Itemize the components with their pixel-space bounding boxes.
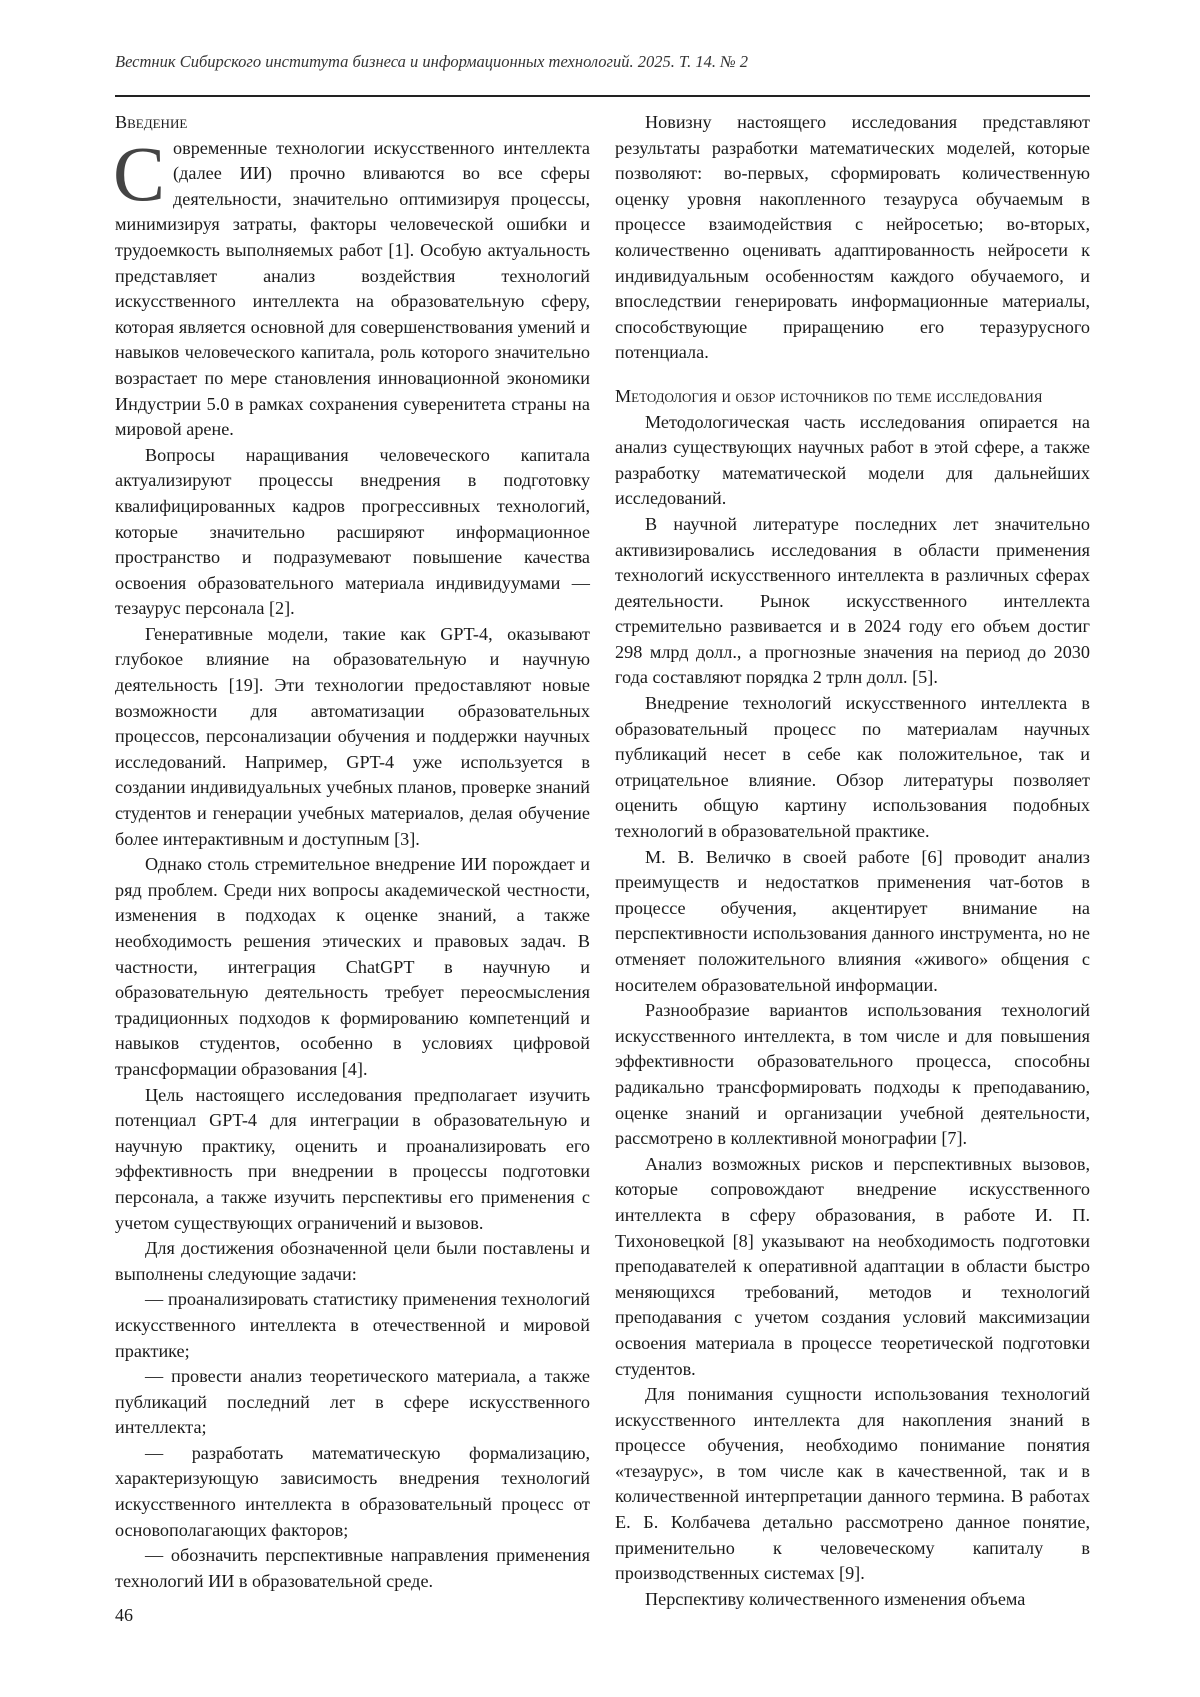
paragraph: Внедрение технологий искусственного интеллекта в образовательный процесс по материалам научных публикаций несет в себе как положительное, так и отрицательное влияние. Обзор литературы позволяет оценить общую картину использования подобных технологий в образовательной практике. (615, 693, 1090, 842)
paragraph-text: овременные технологии искусственного интеллекта (далее ИИ) прочно вливаются во все сферы деятельности, значительно оптимизируя процессы, минимизируя затраты, факторы человеческой ошибки и трудоемкость выполняемых работ [1]. Особую актуальность представляет анализ воздействия технологий искусственного интеллекта на образовательную сферу, которая является основной для совершенствования умений и навыков человеческого капитала, роль которого значительно возрастает по мере становления инновационной экономики Индустрии 5.0 в рамках сохранения суверенитета страны на мировой арене. (115, 137, 590, 440)
paragraph: В научной литературе последних лет значительно активизировались исследования в области применения технологий искусственного интеллекта в различных сферах деятельности. Рынок искусственного интеллекта стремительно развивается и в 2024 году его объем достиг 298 млрд долл., а прогнозные значения на период до 2030 года составляют порядка 2 трлн долл. [5]. (615, 513, 1090, 688)
paragraph: Вопросы наращивания человеческого капитала актуализируют процессы внедрения в подготовку квалифицированных кадров прогрессивных технологий, которые значительно расширяют информационное пространство и подразумевают повышение качества освоения образовательного материала индивидуумами — тезаурус персонала [2]. (115, 444, 590, 619)
paragraph: Анализ возможных рисков и перспективных вызовов, которые сопровождают внедрение искусственного интеллекта в сферу образования, в работе И. П. Тихоновецкой [8] указывают на необходимость подготовки преподавателей к оперативной адаптации в области быстро меняющихся требований, методов и технологий преподавания с учетом создания условий максимизации освоения материала в процессе теоретической подготовки студентов. (615, 1153, 1090, 1379)
paragraph: Для достижения обозначенной цели были поставлены и выполнены следующие задачи: (115, 1238, 590, 1284)
list-item: — обозначить перспективные направления применения технологий ИИ в образовательной среде. (115, 1545, 590, 1591)
paragraph: Разнообразие вариантов использования технологий искусственного интеллекта, в том числе и для повышения эффективности образовательного процесса, способны радикально трансформировать подходы к преподаванию, оценке знаний и организации учебной деятельности, рассмотрено в коллективной монографии [7]. (615, 1000, 1090, 1149)
paragraph: Однако столь стремительное внедрение ИИ порождает и ряд проблем. Среди них вопросы академической честности, изменения в подходах к оценке знаний, а также необходимость решения этических и правовых задач. В частности, интеграция ChatGPT в научную и образовательную деятельность требует переосмысления традиционных подходов к формированию компетенций и навыков студентов, особенно в условиях цифровой трансформации образования [4]. (115, 854, 590, 1079)
journal-header: Вестник Сибирского института бизнеса и информационных технологий. 2025. Т. 14. № 2 (115, 52, 749, 71)
left-column (115, 110, 590, 1594)
drop-cap: С (113, 129, 166, 217)
right-column (615, 110, 1090, 1612)
page-number: 46 (115, 1605, 133, 1625)
paragraph: Новизну настоящего исследования представляют результаты разработки математических моделей, которые позволяют: во-первых, сформировать количественную оценку уровня накопленного тезауруса обучаемым в процессе взаимодействия с нейросетью; во-вторых, количественно оценивать адаптированность нейросети к индивидуальным особенностям каждого обучаемого, и впоследствии генерировать информационные материалы, способствующие приращению его теразурусного потенциала. (615, 112, 1090, 363)
list-item: — разработать математическую формализацию, характеризующую зависимость внедрения технологий искусственного интеллекта в образовательный процесс от основополагающих факторов; (115, 1442, 590, 1540)
paragraph: Для понимания сущности использования технологий искусственного интеллекта для накопления знаний в процессе обучения, необходимо понимание понятия «тезаурус», в том числе как в качественной, так и в количественной интерпретации данного термина. В работах Е. Б. Колбачева детально рассмотрено данное понятие, применительно к человеческому капиталу в производственных системах [9]. (615, 1384, 1090, 1584)
list-item: — проанализировать статистику применения технологий искусственного интеллекта в отечественной и мировой практике; (115, 1289, 590, 1361)
paragraph: Перспективу количественного изменения объема (645, 1588, 1026, 1609)
paragraph: Генеративные модели, такие как GPT-4, оказывают глубокое влияние на образовательную и научную деятельность [19]. Эти технологии предоставляют новые возможности для автоматизации образовательных процессов, персонализации обучения и поддержки научных исследований. Например, GPT-4 уже используется в создании индивидуальных учебных планов, проверке знаний студентов и генерации учебных материалов, делая обучение более интерактивным и доступным [3]. (115, 623, 590, 849)
section-heading-methodology: Методология и обзор источников по теме исследования (615, 385, 1043, 406)
section-heading-intro: Введение (115, 112, 188, 132)
header-rule (115, 95, 1090, 97)
paragraph: Цель настоящего исследования предполагает изучить потенциал GPT-4 для интеграции в образовательную и научную практику, оценить и проанализировать его эффективность при внедрении в процессы подготовки персонала, а также изучить перспективы его применения с учетом существующих ограничений и вызовов. (115, 1084, 590, 1233)
paragraph (113, 129, 590, 443)
paragraph: Методологическая часть исследования опирается на анализ существующих научных работ в этой сфере, а также разработку математической модели для дальнейших исследований. (615, 411, 1090, 509)
list-item: — провести анализ теоретического материала, а также публикаций последний лет в сфере искусственного интеллекта; (115, 1366, 590, 1438)
paragraph: М. В. Величко в своей работе [6] проводит анализ преимуществ и недостатков применения чат-ботов в процессе обучения, акцентирует внимание на перспективности использования данного инструмента, но не отменяет положительного влияния «живого» общения с носителем образовательной информации. (615, 846, 1090, 995)
